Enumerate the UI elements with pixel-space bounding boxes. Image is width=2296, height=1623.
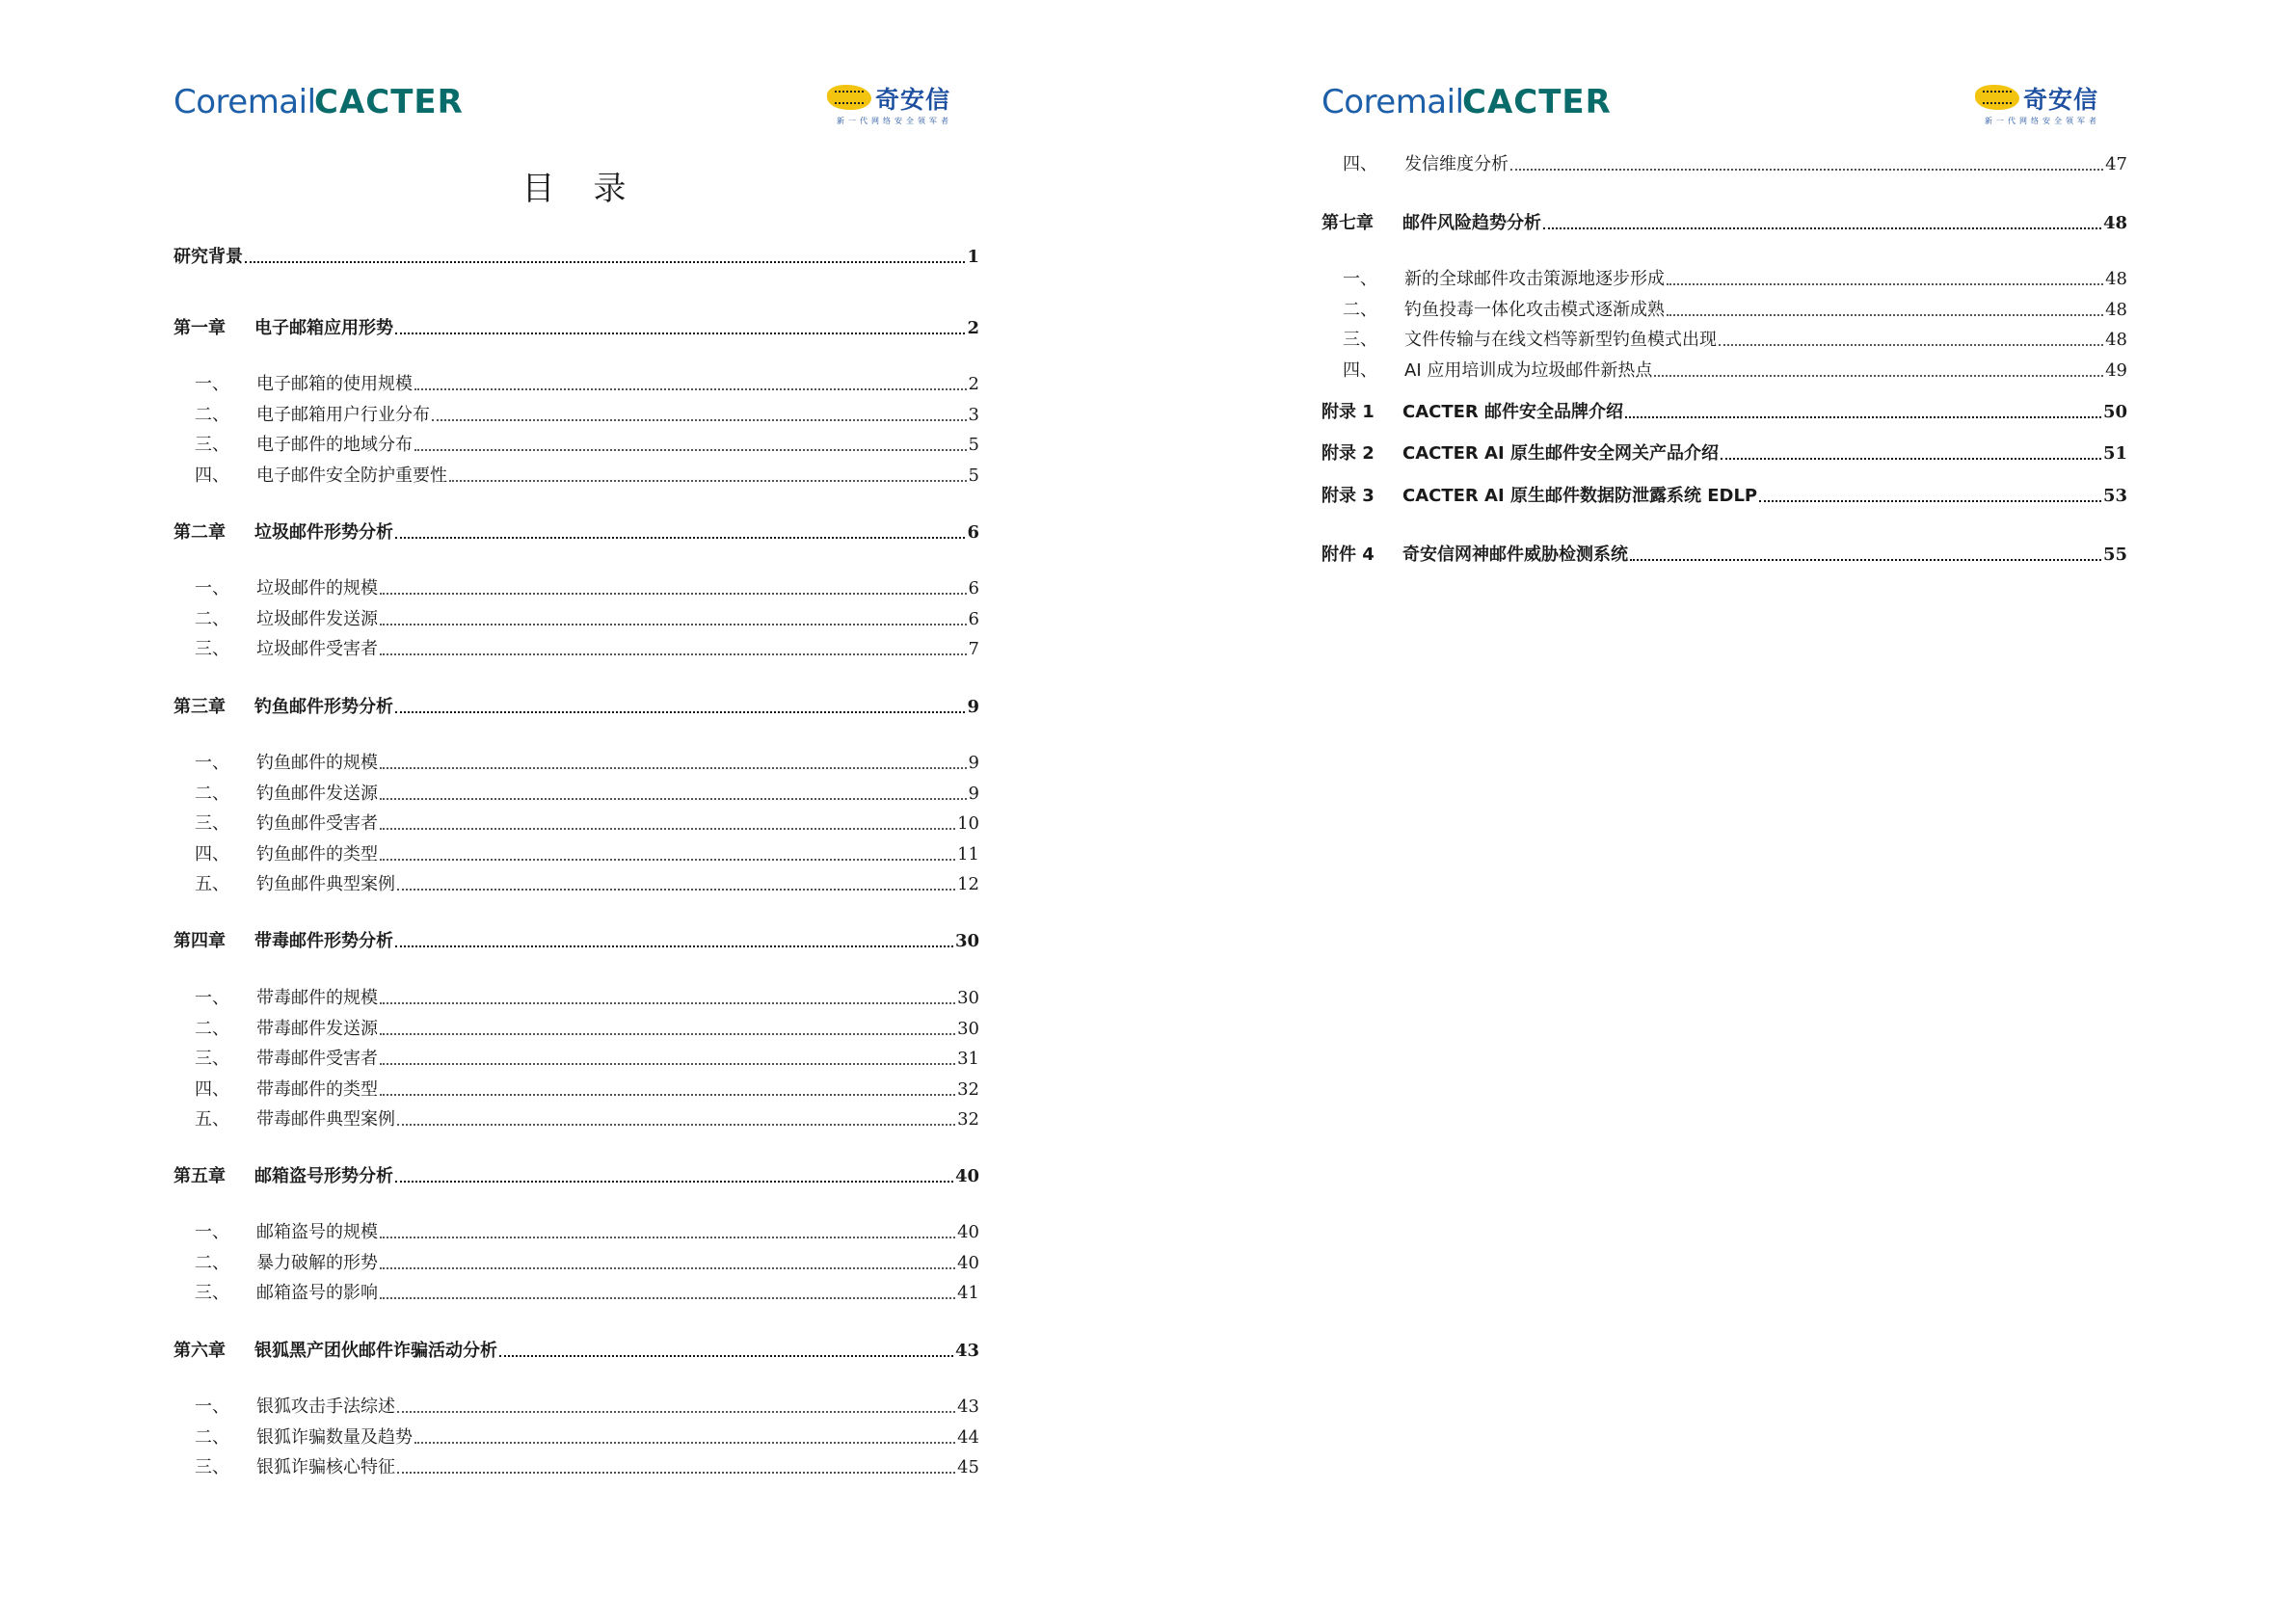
- toc-entry-number: 三、: [1343, 330, 1377, 350]
- toc-entry-number: 四、: [1343, 154, 1377, 174]
- toc-leader-dots: [380, 827, 955, 830]
- toc-entry-number: 三、: [195, 813, 229, 834]
- toc-entry-number: 二、: [195, 1427, 229, 1448]
- toc-entry[interactable]: [195, 372, 979, 395]
- toc-entry-label: 带毒邮件受害者: [256, 1049, 378, 1069]
- toc-entry-page: 40: [954, 1166, 979, 1186]
- toc-entry-page: 40: [957, 1222, 979, 1242]
- toc-entry[interactable]: [195, 1017, 979, 1040]
- toc-entry[interactable]: [195, 842, 979, 865]
- toc-entry[interactable]: [195, 1047, 979, 1070]
- toc-leader-dots: [1510, 168, 2103, 171]
- toc-entry-label: 电子邮件的地域分布: [256, 435, 413, 455]
- toc-entry-number: 三、: [195, 1049, 229, 1069]
- toc-title: 目录: [521, 170, 665, 208]
- toc-leader-dots: [380, 1062, 955, 1065]
- toc-entry-number: 一、: [195, 1222, 229, 1242]
- toc-leader-dots: [380, 797, 967, 800]
- qianxin-name: 奇安信: [2023, 86, 2099, 114]
- toc-entry-page: 6: [967, 522, 979, 543]
- qianxin-name: 奇安信: [875, 86, 951, 114]
- toc-entry-page: 12: [957, 874, 979, 894]
- toc-entry-label: 垃圾邮件受害者: [256, 639, 378, 659]
- toc-entry[interactable]: [1322, 400, 2127, 423]
- toc-entry[interactable]: [174, 1164, 979, 1187]
- toc-entry-label: CACTER AI 原生邮件数据防泄露系统 EDLP: [1402, 486, 1758, 506]
- toc-entry-page: 41: [957, 1283, 979, 1303]
- toc-entry-number: 四、: [1343, 360, 1377, 381]
- toc-entry-label: 邮箱盗号的规模: [256, 1222, 378, 1242]
- toc-entry-page: 45: [957, 1457, 979, 1477]
- toc-leader-dots: [1654, 374, 2103, 377]
- toc-entry-label: 电子邮箱用户行业分布: [256, 405, 430, 425]
- toc-entry[interactable]: [174, 1339, 979, 1362]
- toc-entry-page: 6: [968, 609, 979, 629]
- toc-entry[interactable]: [195, 1220, 979, 1243]
- toc-entry-label: 电子邮箱的使用规模: [256, 374, 413, 394]
- toc-entry-label: 研究背景: [174, 247, 243, 267]
- toc-entry-number: 二、: [195, 784, 229, 804]
- toc-entry-page: 3: [968, 405, 979, 425]
- toc-entry-number: 五、: [195, 874, 229, 894]
- toc-entry-number: 附录 2: [1322, 443, 1375, 464]
- toc-entry-label: 发信维度分析: [1404, 154, 1508, 174]
- toc-entry-page: 49: [2105, 360, 2127, 381]
- toc-entry-page: 50: [2102, 402, 2127, 422]
- toc-entry-number: 二、: [195, 1253, 229, 1273]
- toc-entry-page: 32: [957, 1079, 979, 1100]
- toc-entry[interactable]: [1343, 152, 2127, 175]
- toc-entry-page: 9: [968, 753, 979, 773]
- toc-leader-dots: [397, 1471, 955, 1474]
- qianxin-slogan: 新一代网络安全领军者: [837, 117, 952, 125]
- toc-leader-dots: [397, 888, 955, 891]
- toc-entry-label: 电子邮箱应用形势: [254, 318, 393, 338]
- toc-entry-page: 44: [957, 1427, 979, 1448]
- toc-entry-label: 钓鱼邮件受害者: [256, 813, 378, 834]
- toc-entry[interactable]: [195, 1281, 979, 1304]
- toc-entry[interactable]: [195, 403, 979, 426]
- toc-entry-number: 第一章: [174, 318, 226, 338]
- toc-entry-number: 五、: [195, 1109, 229, 1130]
- toc-leader-dots: [395, 332, 965, 334]
- toc-entry-page: 31: [957, 1049, 979, 1069]
- toc-entry-page: 48: [2105, 330, 2127, 350]
- toc-entry-number: 四、: [195, 844, 229, 865]
- toc-entry-label: 钓鱼邮件的规模: [256, 753, 378, 773]
- toc-leader-dots: [397, 1123, 955, 1126]
- toc-entry[interactable]: [195, 751, 979, 774]
- toc-entry-page: 48: [2105, 300, 2127, 320]
- toc-leader-dots: [380, 652, 967, 655]
- toc-entry-label: CACTER 邮件安全品牌介绍: [1402, 402, 1624, 422]
- toc-entry-number: 三、: [195, 1283, 229, 1303]
- toc-entry-page: 2: [968, 374, 979, 394]
- toc-leader-dots: [380, 623, 967, 625]
- toc-entry-label: 钓鱼邮件发送源: [256, 784, 378, 804]
- toc-entry-number: 一、: [195, 1397, 229, 1417]
- toc-entry-label: 邮箱盗号形势分析: [254, 1166, 393, 1186]
- cacter-logo: CACTER: [314, 83, 464, 121]
- toc-entry-number: 附件 4: [1322, 545, 1375, 565]
- toc-leader-dots: [380, 766, 967, 769]
- toc-entry[interactable]: [195, 637, 979, 660]
- toc-entry-page: 43: [957, 1397, 979, 1417]
- toc-leader-dots: [380, 1032, 955, 1035]
- toc-entry-label: 带毒邮件的类型: [256, 1079, 378, 1100]
- toc-entry[interactable]: [174, 520, 979, 544]
- toc-entry-page: 48: [2102, 213, 2127, 233]
- toc-entry-number: 二、: [195, 405, 229, 425]
- toc-entry-number: 第七章: [1322, 213, 1374, 233]
- toc-entry-number: 四、: [195, 1079, 229, 1100]
- toc-entry-label: 钓鱼邮件形势分析: [254, 697, 393, 717]
- qianxin-logo: [1975, 81, 2120, 129]
- toc-entry-number: 第四章: [174, 931, 226, 951]
- toc-entry-page: 11: [957, 844, 979, 865]
- toc-entry[interactable]: [195, 812, 979, 835]
- toc-entry-number: 第二章: [174, 522, 226, 543]
- toc-entry-page: 30: [957, 1019, 979, 1039]
- coremail-logo: Coremail: [1322, 83, 1464, 121]
- toc-entry[interactable]: [1322, 543, 2127, 566]
- toc-entry[interactable]: [195, 782, 979, 805]
- toc-entry-label: 垃圾邮件的规模: [256, 578, 378, 599]
- toc-entry[interactable]: [195, 1107, 979, 1131]
- toc-leader-dots: [1625, 415, 2101, 418]
- toc-entry[interactable]: [195, 872, 979, 895]
- toc-entry-number: 附录 3: [1322, 486, 1375, 506]
- toc-leader-dots: [432, 418, 967, 421]
- toc-entry-number: 二、: [1343, 300, 1377, 320]
- toc-entry-page: 48: [2105, 269, 2127, 289]
- toc-entry-page: 6: [968, 578, 979, 599]
- toc-entry[interactable]: [195, 1251, 979, 1274]
- toc-entry-label: 银狐攻击手法综述: [256, 1397, 395, 1417]
- toc-entry-number: 第五章: [174, 1166, 226, 1186]
- toc-entry[interactable]: [195, 1455, 979, 1478]
- toc-entry-label: 银狐黑产团伙邮件诈骗活动分析: [254, 1341, 497, 1361]
- toc-entry-page: 55: [2102, 545, 2127, 565]
- toc-entry-label: 垃圾邮件发送源: [256, 609, 378, 629]
- toc-page-right: [1148, 0, 2296, 1623]
- toc-entry-page: 47: [2105, 154, 2127, 174]
- toc-entry-label: 钓鱼邮件的类型: [256, 844, 378, 865]
- toc-entry-number: 三、: [195, 435, 229, 455]
- toc-entry-label: 带毒邮件发送源: [256, 1019, 378, 1039]
- toc-leader-dots: [414, 387, 967, 390]
- toc-entry[interactable]: [174, 695, 979, 718]
- toc-entry-label: 带毒邮件形势分析: [254, 931, 393, 951]
- toc-entry-page: 9: [968, 784, 979, 804]
- toc-entry-page: 40: [957, 1253, 979, 1273]
- toc-entry-label: 文件传输与在线文档等新型钓鱼模式出现: [1404, 330, 1717, 350]
- toc-leader-dots: [395, 536, 965, 539]
- toc-entry[interactable]: [1322, 441, 2127, 465]
- toc-entry-label: 邮箱盗号的影响: [256, 1283, 378, 1303]
- toc-entry[interactable]: [195, 607, 979, 630]
- toc-entry-label: 钓鱼邮件典型案例: [256, 874, 395, 894]
- toc-entry-label: 暴力破解的形势: [256, 1253, 378, 1273]
- toc-entry-number: 一、: [195, 753, 229, 773]
- toc-entry[interactable]: [174, 929, 979, 952]
- toc-entry-number: 一、: [195, 374, 229, 394]
- toc-entry-page: 7: [968, 639, 979, 659]
- toc-entry-page: 30: [957, 988, 979, 1008]
- toc-entry-label: 银狐诈骗核心特征: [256, 1457, 395, 1477]
- toc-leader-dots: [1719, 343, 2103, 346]
- toc-leader-dots: [380, 1266, 955, 1269]
- toc-entry-page: 5: [968, 435, 979, 455]
- toc-leader-dots: [380, 1296, 955, 1299]
- toc-entry-page: 1: [967, 247, 979, 267]
- toc-entry-label: AI 应用培训成为垃圾邮件新热点: [1404, 360, 1653, 381]
- toc-entry[interactable]: [195, 1078, 979, 1101]
- toc-leader-dots: [380, 1236, 955, 1238]
- toc-entry[interactable]: [195, 1395, 979, 1418]
- toc-leader-dots: [414, 1441, 955, 1444]
- toc-leader-dots: [245, 260, 965, 263]
- toc-entry-label: 邮件风险趋势分析: [1402, 213, 1541, 233]
- toc-entry-page: 10: [957, 813, 979, 834]
- toc-entry-page: 2: [967, 318, 979, 338]
- toc-entry-number: 二、: [195, 1019, 229, 1039]
- toc-entry[interactable]: [1343, 267, 2127, 290]
- qianxin-slogan: 新一代网络安全领军者: [1985, 117, 2100, 125]
- toc-entry-number: 三、: [195, 639, 229, 659]
- toc-leader-dots: [414, 448, 967, 451]
- toc-leader-dots: [449, 479, 967, 482]
- toc-entry[interactable]: [195, 986, 979, 1009]
- toc-entry-number: 一、: [195, 988, 229, 1008]
- qianxin-mascot-icon: [827, 85, 871, 110]
- toc-leader-dots: [380, 592, 967, 595]
- toc-entry-number: 三、: [195, 1457, 229, 1477]
- toc-leader-dots: [380, 1093, 955, 1096]
- toc-entry[interactable]: [1343, 328, 2127, 351]
- toc-entry-number: 第六章: [174, 1341, 226, 1361]
- toc-entry[interactable]: [1343, 359, 2127, 382]
- toc-entry[interactable]: [1343, 298, 2127, 321]
- toc-entry-label: 新的全球邮件攻击策源地逐步形成: [1404, 269, 1665, 289]
- toc-entry-page: 5: [968, 466, 979, 486]
- qianxin-logo: [827, 81, 972, 129]
- toc-entry[interactable]: [1322, 484, 2127, 507]
- toc-leader-dots: [1721, 457, 2101, 460]
- toc-leader-dots: [380, 1001, 955, 1004]
- toc-entry-number: 附录 1: [1322, 402, 1375, 422]
- toc-entry-number: 一、: [1343, 269, 1377, 289]
- toc-entry-page: 32: [957, 1109, 979, 1130]
- coremail-logo: Coremail: [174, 83, 316, 121]
- toc-leader-dots: [1630, 558, 2101, 561]
- toc-entry[interactable]: [174, 245, 979, 268]
- toc-entry-label: 垃圾邮件形势分析: [254, 522, 393, 543]
- toc-leader-dots: [1667, 313, 2103, 316]
- toc-entry-number: 四、: [195, 466, 229, 486]
- toc-leader-dots: [395, 710, 965, 713]
- toc-entry-label: 钓鱼投毒一体化攻击模式逐渐成熟: [1404, 300, 1665, 320]
- toc-entry-label: 带毒邮件的规模: [256, 988, 378, 1008]
- toc-entry-label: 奇安信网神邮件威胁检测系统: [1402, 545, 1628, 565]
- qianxin-mascot-icon: [1975, 85, 2019, 110]
- toc-entry[interactable]: [195, 1425, 979, 1449]
- toc-entry-page: 30: [954, 931, 979, 951]
- toc-entry[interactable]: [195, 464, 979, 487]
- toc-entry-page: 9: [967, 697, 979, 717]
- toc-entry-number: 二、: [195, 609, 229, 629]
- toc-leader-dots: [1759, 499, 2101, 502]
- toc-entry[interactable]: [174, 316, 979, 339]
- toc-entry[interactable]: [195, 576, 979, 599]
- cacter-logo: CACTER: [1462, 83, 1612, 121]
- toc-leader-dots: [499, 1354, 953, 1357]
- toc-leader-dots: [395, 1180, 953, 1183]
- toc-leader-dots: [395, 945, 953, 947]
- toc-entry[interactable]: [195, 433, 979, 456]
- toc-entry-label: 银狐诈骗数量及趋势: [256, 1427, 413, 1448]
- toc-entry-number: 第三章: [174, 697, 226, 717]
- toc-entry[interactable]: [1322, 211, 2127, 234]
- toc-leader-dots: [1667, 282, 2103, 285]
- toc-entry-label: 电子邮件安全防护重要性: [256, 466, 447, 486]
- toc-entry-page: 43: [954, 1341, 979, 1361]
- toc-leader-dots: [1543, 226, 2101, 229]
- toc-entry-page: 51: [2102, 443, 2127, 464]
- toc-entry-number: 一、: [195, 578, 229, 599]
- toc-entry-label: 带毒邮件典型案例: [256, 1109, 395, 1130]
- toc-entry-label: CACTER AI 原生邮件安全网关产品介绍: [1402, 443, 1719, 464]
- toc-leader-dots: [397, 1410, 955, 1413]
- toc-leader-dots: [380, 858, 955, 861]
- toc-entry-page: 53: [2102, 486, 2127, 506]
